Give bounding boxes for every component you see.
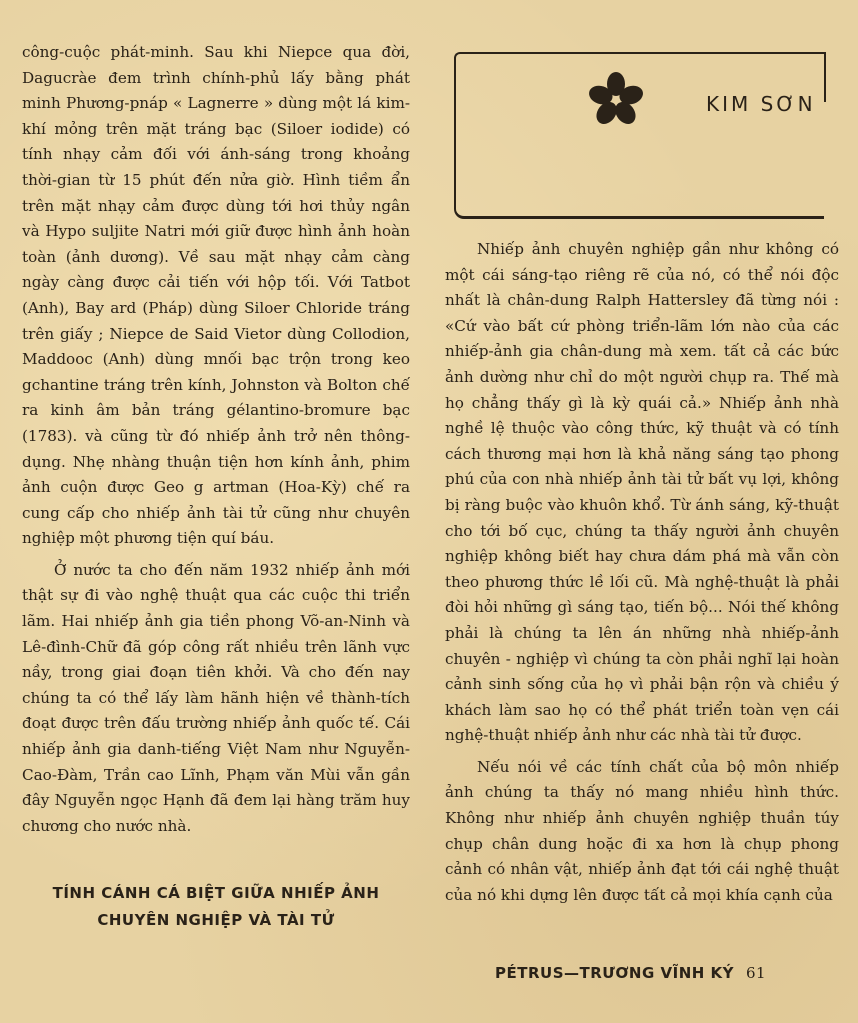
flower-icon xyxy=(586,70,646,130)
section-heading-line: TÍNH CÁNH CÁ BIỆT GIỮA NHIẾP ẢNH xyxy=(52,884,380,902)
left-column xyxy=(22,40,410,839)
page-footer xyxy=(495,964,766,982)
section-heading-line: CHUYÊN NGHIỆP VÀ TÀI TỬ xyxy=(97,911,335,929)
paragraph: Nếu nói về các tính chất của bộ môn nhiếp ảnh chúng ta thấy nó mang nhiều hình thức. Không như nhiếp ảnh chuyên nghiệp thuần túy chụp chân dung hoặc đi xa hơn là chụp phong cảnh có nhân vật, nhiếp ảnh đạt tới cái nghệ thuật của nó khi dựng lên được tất cả mọi khía cạnh của xyxy=(445,757,839,904)
page-number: 61 xyxy=(746,964,767,982)
author-name: KIM SƠN xyxy=(706,92,816,116)
author-box xyxy=(454,52,824,219)
right-column xyxy=(445,237,839,908)
paragraph: Nhiếp ảnh chuyên nghiệp gần như không có một cái sáng-tạo riêng rẽ của nó, có thể nói độc nhất là chân-dung Ralph Hattersley đã từng nói : «Cứ vào bất cứ phòng triển-lãm lớn nào của các nhiếp-ảnh gia chân-dung mà xem. tất cả các bức ảnh dường như chỉ do một người chụp ra. Thế mà họ chẳng thấy gì là kỳ quái cả.» Nhiếp ảnh nhà nghề lệ thuộc vào công thức, kỹ thuật và có tính cách thương mại hơn là khả năng sáng tạo phong phú của con nhà nhiếp ảnh tài tử bất vụ lợi, không bị ràng buộc vào khuôn khổ. Từ ánh sáng, kỹ-thuật cho tới bố cục, chúng ta thấy người ảnh chuyên nghiệp không biết hay chưa dám phá mà vẫn còn theo phương thức lề lối cũ. Mà nghệ-thuật là phải đòi hỏi những gì sáng tạo, tiến bộ... Nói thế không phải là chúng ta lên án những nhà nhiếp-ảnh chuyên - nghiệp vì chúng ta còn phải nghĩ lại hoàn cảnh sinh sống của họ vì phải bận rộn và chiều ý khách làm sao họ có thể phát triển toàn vẹn cái nghệ-thuật nhiếp ảnh như các nhà tài tử được. xyxy=(445,240,839,745)
running-title: PÉTRUS—TRƯƠNG VĨNH KÝ xyxy=(495,964,735,982)
paragraph: công-cuộc phát-minh. Sau khi Niepce qua đời, Dagucràe đem trình chính-phủ lấy bằng phát minh Phương-pnáp « Lagnerre » dùng một lá kim-khí mỏng trên mặt tráng bạc (Siloer iodide) có tính nhạy cảm đối với ánh-sáng trong khoảng thời-gian từ 15 phút đến nửa giờ. Hình tiềm ẩn trên mặt nhạy cảm được dùng tới hơi thủy ngân và Hypo suljite Natri mới giữ được hình ảnh hoàn toàn (ảnh dương). Về sau mặt nhạy cảm càng ngày càng được cải tiến với hộp tối. Với Tatbot (Anh), Bay ard (Pháp) dùng Siloer Chloride tráng trên giấy ; Niepce de Said Vietor dùng Collodion, Maddooc (Anh) dùng mnối bạc trộn trong keo gchantine tráng trên kính, Johnston và Bolton chế ra kinh âm bản tráng gélantino-bromure bạc (1783). và cũng từ đó nhiếp ảnh trở nên thông-dụng. Nhẹ nhàng thuận tiện hơn kính ảnh, phim ảnh cuộn được Geo g artman (Hoa-Kỳ) chế ra cung cấp cho nhiếp ảnh tài tử cũng như chuyên nghiệp một phương tiện quí báu. xyxy=(22,43,410,548)
paragraph: Ở nước ta cho đến năm 1932 nhiếp ảnh mới thật sự đi vào nghệ thuật qua các cuộc thi triển lãm. Hai nhiếp ảnh gia tiền phong Võ-an-Ninh và Lê-đình-Chữ đã góp công rất nhiều trên lãnh vực nầy, trong giai đoạn tiên khởi. Và cho đến nay chúng ta có thể lấy làm hãnh hiện về thành-tích đoạt được trên đấu trường nhiếp ảnh quốc tế. Cái nhiếp ảnh gia danh-tiếng Việt Nam như Nguyễn-Cao-Đàm, Trần cao Lĩnh, Phạm văn Mùi vẫn gần đây Nguyễn ngọc Hạnh đã đem lại hàng trăm huy chương cho nước nhà. xyxy=(22,560,410,835)
section-heading xyxy=(22,880,410,934)
